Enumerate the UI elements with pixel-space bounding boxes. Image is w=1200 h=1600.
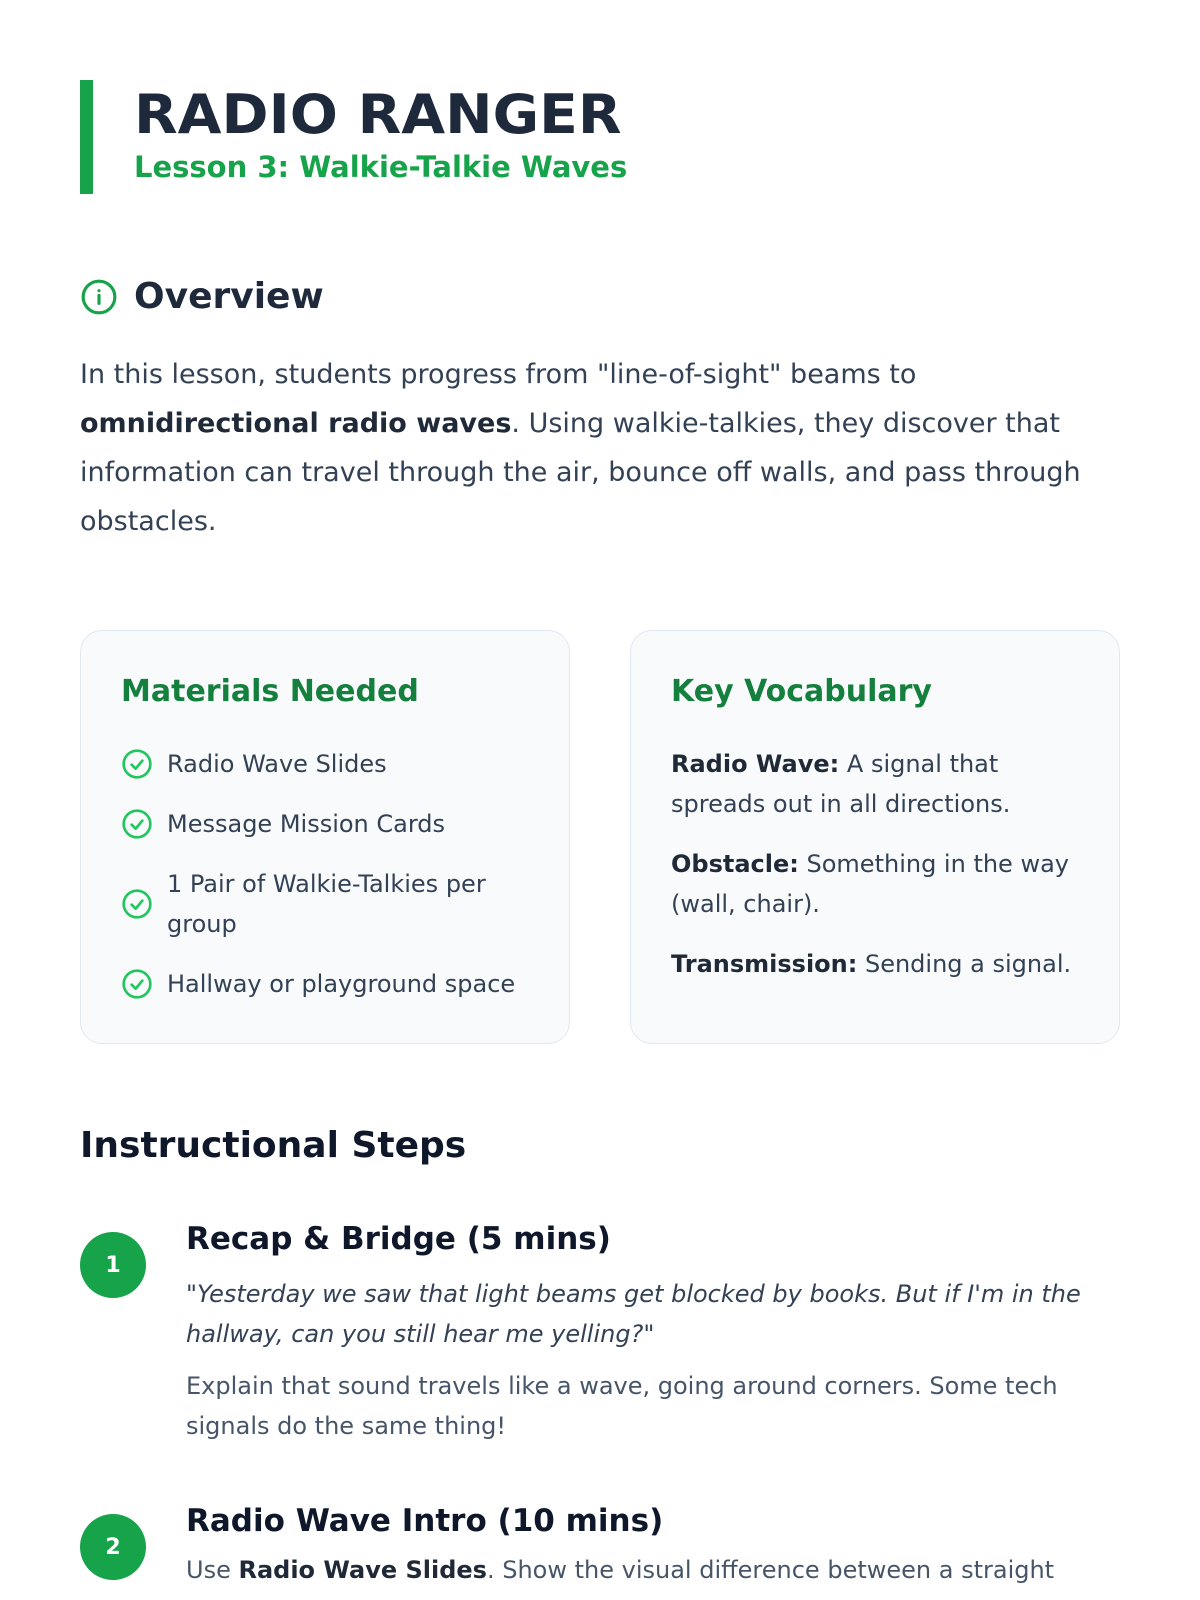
info-icon bbox=[80, 278, 118, 316]
vocabulary-card bbox=[630, 630, 1120, 1044]
overview-heading-label: Overview bbox=[134, 276, 324, 317]
material-label: Radio Wave Slides bbox=[167, 750, 387, 778]
material-item bbox=[121, 964, 529, 1004]
vocab-term: Obstacle: bbox=[671, 850, 799, 878]
step-title: Radio Wave Intro (10 mins) bbox=[186, 1503, 664, 1540]
step-text bbox=[186, 1550, 1120, 1590]
vocabulary-title: Key Vocabulary bbox=[671, 674, 932, 709]
material-item bbox=[121, 864, 529, 944]
check-circle-icon bbox=[121, 748, 153, 780]
step-number-badge: 1 bbox=[80, 1232, 146, 1298]
vocab-term: Radio Wave: bbox=[671, 750, 840, 778]
materials-title: Materials Needed bbox=[121, 674, 419, 709]
vocab-definition: Sending a signal. bbox=[857, 950, 1072, 978]
materials-card bbox=[80, 630, 570, 1044]
overview-text-bold: omnidirectional radio waves bbox=[80, 408, 512, 439]
instructional-steps-section bbox=[80, 1125, 1120, 1590]
vocab-item bbox=[671, 844, 1079, 924]
material-item bbox=[121, 744, 529, 784]
step-text-bold: Radio Wave Slides bbox=[238, 1556, 487, 1585]
vocab-definition: Something in the way (wall, chair). bbox=[671, 850, 1069, 918]
lesson-title: RADIO RANGER bbox=[134, 83, 622, 146]
overview-heading bbox=[80, 278, 1120, 316]
step-title: Recap & Bridge (5 mins) bbox=[186, 1221, 611, 1257]
material-label: Hallway or playground space bbox=[167, 970, 516, 998]
steps-heading: Instructional Steps bbox=[80, 1125, 467, 1166]
material-label: 1 Pair of Walkie-Talkies per group bbox=[167, 870, 486, 938]
overview-section bbox=[80, 278, 1120, 546]
step-quote: "Yesterday we saw that light beams get blocked by books. But if I'm in the hallway, can you still hear me yelling?" bbox=[186, 1280, 1081, 1349]
materials-list bbox=[121, 744, 529, 1004]
lesson-page bbox=[80, 80, 1120, 1590]
vocab-definition: A signal that spreads out in all directions. bbox=[671, 750, 1011, 818]
step-text: Explain that sound travels like a wave, going around corners. Some tech signals do the same thing! bbox=[186, 1372, 1058, 1441]
step-item bbox=[80, 1222, 1120, 1446]
check-circle-icon bbox=[121, 888, 153, 920]
step-item bbox=[80, 1504, 1120, 1590]
check-circle-icon bbox=[121, 968, 153, 1000]
vocab-item bbox=[671, 944, 1079, 984]
overview-text-part: . Using walkie-talkies, they discover that information can travel through the air, bounce off walls, and pass through obstacles. bbox=[80, 408, 1081, 537]
header-accent-bar bbox=[80, 80, 93, 194]
step-text-part: . Show the visual difference between a straight bbox=[486, 1556, 1055, 1585]
info-cards bbox=[80, 630, 1120, 1044]
lesson-subtitle: Lesson 3: Walkie-Talkie Waves bbox=[134, 150, 628, 184]
overview-text bbox=[80, 350, 1120, 546]
vocab-term: Transmission: bbox=[671, 950, 858, 978]
vocab-item bbox=[671, 744, 1079, 824]
material-label: Message Mission Cards bbox=[167, 810, 446, 838]
overview-text-part: In this lesson, students progress from "line-of-sight" beams to bbox=[80, 359, 917, 390]
step-number-badge: 2 bbox=[80, 1514, 146, 1580]
material-item bbox=[121, 804, 529, 844]
check-circle-icon bbox=[121, 808, 153, 840]
lesson-header bbox=[80, 80, 1120, 194]
step-text-part: Use bbox=[186, 1556, 239, 1585]
